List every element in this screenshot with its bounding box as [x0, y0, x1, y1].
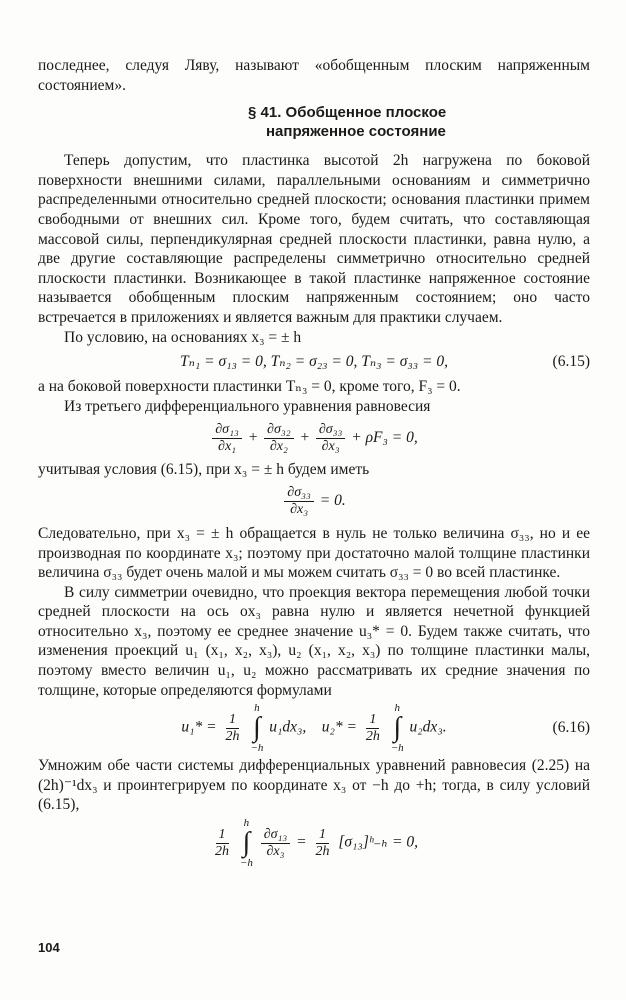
paragraph-8: Умножим обе части системы дифференциальных уравнений равновесия (2.25) на (2h)⁻¹dx₃ и проинтегрируем по координате x₃ от −h до +h; тогда, в силу условий (6.15),: [38, 757, 590, 814]
page-content: [38, 56, 590, 871]
equation-6-15-body: Tₙ₁ = σ₁₃ = 0, Tₙ₂ = σ₂₃ = 0, Tₙ₃ = σ₃₃ = 0,: [179, 353, 449, 371]
fraction: $\frac{1}{2h}$: [225, 711, 240, 744]
paragraph-7: В силу симметрии очевидно, что проекция вектора перемещения любой точки средней плоскости на ось ox₃ равна нулю и является нечетной функцией относительно x₃, поэтому ее среднее значение u₃* = 0. Будем также считать, что изменения проекций u₁ (x₁, x₂, x₃), u₂ (x₁, x₂, x₃) по толщине пластинки малы, поэтому вместо величин u₁, u₂ можно рассматривать их средние значения по толщине, которые определяются формулами: [38, 583, 590, 699]
fraction: $\frac{\text{∂σ₃₃}}{\text{∂x₃}}$: [316, 422, 346, 455]
paragraph-5: учитывая условия (6.15), при x₃ = ± h будем иметь: [38, 461, 370, 479]
integral-sign: h ∫ −h: [250, 702, 264, 755]
integrated-equation: $\frac{1}{2h}$ h ∫ −h $\frac{\text{∂σ₁₃}}{\text{∂x₃}}$ = $\frac{1}{2h}$ [σ₁₃]ʰ₋ₕ = 0,: [38, 815, 590, 871]
fraction: $\frac{\text{∂σ₁₃}}{\text{∂x₁}}$: [212, 422, 242, 455]
paragraph-6: Следовательно, при x₃ = ± h обращается в нуль не только величина σ₃₃, но и ее производная по координате x₃; поэтому при достаточно малой толщине пластинки величина σ₃₃ будет очень малой и мы можем считать σ₃₃ = 0 во всей пластинке.: [38, 524, 590, 582]
equation-6-16: u₁* = $\frac{1}{2h}$ h ∫ −h u₁dx₃, u₂* = $\frac{1}{2h}$ h ∫ −h u₂dx₃. (6.16): [181, 702, 590, 755]
derivative-equation: [38, 480, 590, 524]
paragraph-2: По условию, на основаниях x₃ = ± h: [64, 328, 302, 346]
heading-line-1: § 41. Обобщенное плоское: [248, 104, 447, 122]
equation-tail: + ρF₃ = 0,: [351, 428, 418, 446]
paragraph-1: Теперь допустим, что пластинка высотой 2h нагружена по боковой поверхности внешними силами, параллельными основаниям и симметрично распределенными относительно средней плоскости; основания пластинки примем свободными от внешних сил. Кроме того, будем считать, что составляющая массовой силы, перпендикулярная средней плоскости пластинки, равна нулю, а две другие составляющие распределены симметрично относительно средней плоскости пластинки. Возникающее в такой пластинке напряженное состояние называется обобщенным плоским напряженным состоянием; оно часто встречается в приложениях и является важным для практики случаем.: [38, 152, 590, 326]
equilibrium-equation: $\frac{\text{∂σ₁₃}}{\text{∂x₁}}$ + $\frac{\text{∂σ₃₂}}{\text{∂x₂}}$ + $\frac{\text{∂σ₃₃}}{\text{∂x₃}}$ + ρF₃ = 0,: [38, 416, 590, 460]
fraction: $\frac{\text{∂σ₃₂}}{\text{∂x₂}}$: [264, 422, 294, 455]
section-heading: [38, 103, 590, 141]
paragraph-3: а на боковой поверхности пластинки Tₙ₃ = 0, кроме того, F₃ = 0.: [38, 378, 461, 396]
fraction: $\frac{\text{∂σ₃₃}}{\text{∂x₃}}$: [284, 485, 314, 518]
equation-6-15-number: (6.15): [552, 353, 590, 371]
equation-6-15: [38, 347, 590, 377]
fraction: $\frac{\text{∂σ₁₃}}{\text{∂x₃}}$: [261, 827, 291, 860]
equation-6-16-number: (6.16): [552, 719, 590, 737]
integral-sign: h ∫ −h: [390, 702, 404, 755]
paragraph-4: Из третьего дифференциального уравнения равновесия: [64, 397, 431, 415]
heading-line-2: напряженное состояние: [266, 123, 446, 141]
fraction: $\frac{1}{2h}$: [365, 711, 380, 744]
fraction: $\frac{1}{2h}$: [215, 826, 230, 859]
page-number: 104: [38, 940, 60, 955]
intro-paragraph: последнее, следуя Ляву, называют «обобщенным плоским напряженным состоянием».: [38, 57, 590, 94]
integral-sign: h ∫ −h: [239, 817, 253, 870]
equation-tail: = 0.: [319, 492, 346, 510]
fraction: $\frac{1}{2h}$: [315, 826, 330, 859]
